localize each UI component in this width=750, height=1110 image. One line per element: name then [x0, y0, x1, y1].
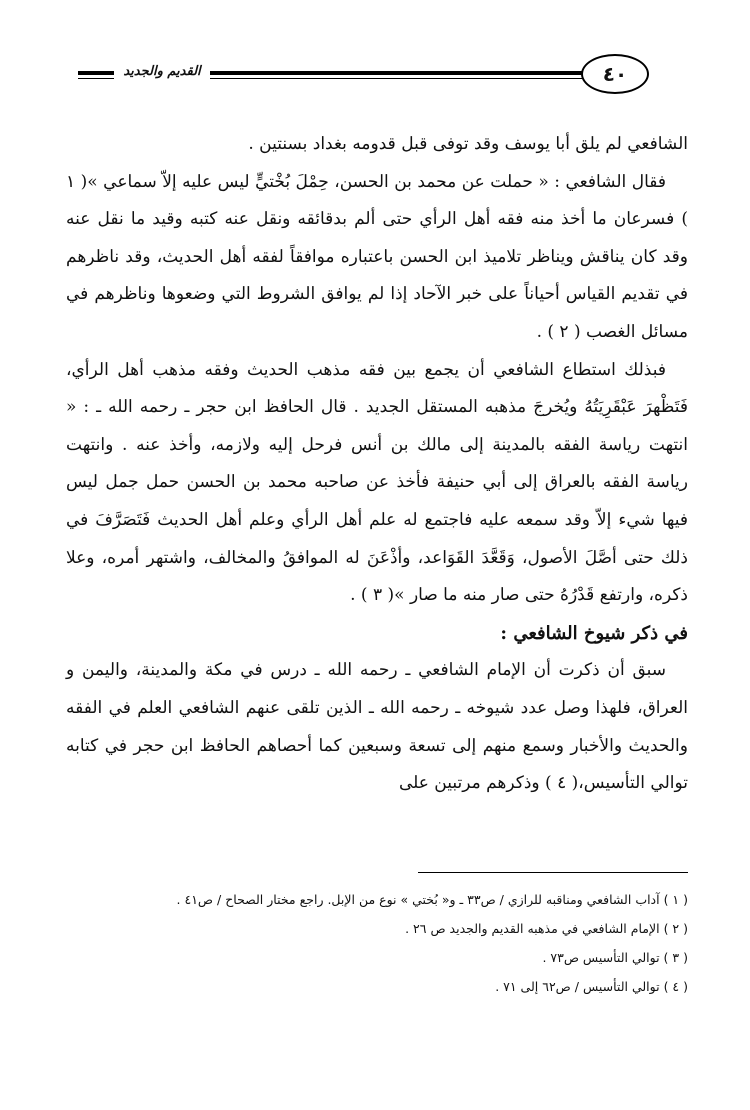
paragraph-2: فقال الشافعي : « حملت عن محمد بن الحسن، حِمْلَ بُخْتيٍّ ليس عليه إلاّ سماعي »( ١ ) فسرعان ما أخذ منه فقه أهل الرأي حتى ألم بدقائقه ونقل عنه كتبه وقيد ما نقل عنه وقد كان يناقش ويناظر تلاميذ ابن الحسن باعتباره موافقاً لفقه أهل الحديث، وقد ناظرهم في تقديم القياس أحياناً على خبر الآحاد إذا لم يوافق الشروط التي وضعوها وناظرهم في مسائل الغصب ( ٢ ) .	[66, 171, 688, 342]
page-number: ٤٠	[581, 54, 649, 94]
footnote-2: ( ٢ ) الإمام الشافعي في مذهبه القديم والجديد ص ٢٦ .	[405, 921, 688, 936]
footnote-divider	[418, 872, 688, 873]
footnote-4: ( ٤ ) توالي التأسيس / ص٦٢ إلى ٧١ .	[495, 979, 688, 994]
page-header	[78, 52, 698, 98]
section-heading: في ذكر شيوخ الشافعي :	[500, 622, 688, 644]
footnote-3: ( ٣ ) توالي التأسيس ص٧٣ .	[542, 950, 688, 965]
paragraph-3: فبذلك استطاع الشافعي أن يجمع بين فقه مذهب الحديث وفقه مذهب أهل الرأي، فَتَظْهرَ عَبْقَرِيَتُهُ ويُخرجَ مذهبه المستقل الجديد . قال الحافظ ابن حجر ـ رحمه الله ـ : « انتهت رياسة الفقه بالمدينة إلى مالك بن أنس فرحل إليه ولازمه، وأخذ عنه . وانتهت رياسة الفقه بالعراق إلى أبي حنيفة فأخذ عن صاحبه محمد بن الحسن حمل جمل ليس فيها شيء إلاّ وقد سمعه عليه فاجتمع له علم أهل الرأي وعلم أهل الحديث فَتَصَرَّفَ في ذلك حتى أصَّلَ الأصول، وَقَعَّدَ القَوَاعد، وأذْعَنَ له الموافقُ والمخالف، واشتهر أمره، وعلا ذكره، وارتفع قَدْرُهُ حتى صار منه ما صار »( ٣ ) .	[66, 359, 688, 606]
header-rule-main	[210, 71, 582, 75]
header-rule-left	[78, 71, 114, 75]
paragraph-4: سبق أن ذكرت أن الإمام الشافعي ـ رحمه الله ـ درس في مكة والمدينة، واليمن و العراق، فلهذا وصل عدد شيوخه ـ رحمه الله ـ الذين تلقى عنهم الشافعي العلم في الفقه والحديث والأخبار وسمع منهم إلى تسعة وسبعين كما أحصاهم الحافظ ابن حجر في كتابه توالي التأسيس،( ٤ ) وذكرهم مرتبين على	[66, 660, 688, 794]
header-rule-left-thin	[78, 78, 114, 79]
body-text	[66, 126, 688, 803]
footnotes	[66, 885, 688, 1001]
header-rule-main-thin	[210, 78, 582, 79]
running-title: القديم والجديد	[123, 64, 201, 79]
paragraph-1: الشافعي لم يلق أبا يوسف وقد توفى قبل قدومه بغداد بسنتين .	[248, 134, 688, 154]
footnote-1: ( ١ ) آداب الشافعي ومناقبه للرازي / ص٣٣ ـ و« بُختي » نوع من الإبل. راجع مختار الصحاح / ص٤١ .	[176, 892, 688, 907]
